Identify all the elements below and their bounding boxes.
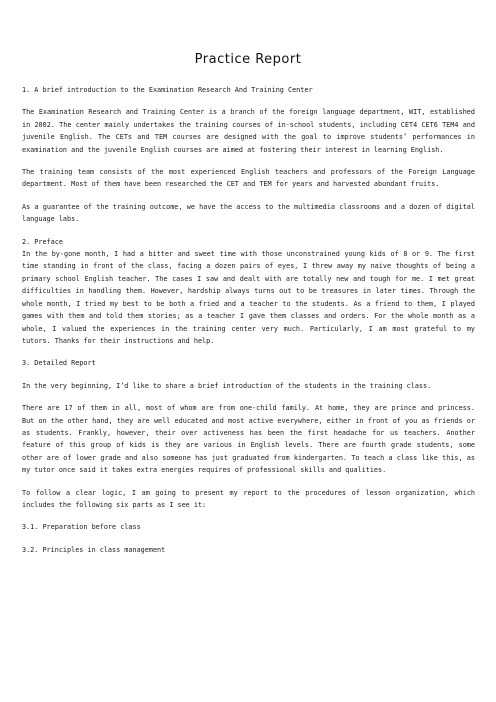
section-3-heading: 3. Detailed Report: [22, 359, 96, 368]
section-1-heading: 1. A brief introduction to the Examination Research And Training Center: [22, 86, 313, 94]
section-2-paragraph-1: In the by-gone month, I had a bitter and sweet time with those unconstrained young kids of 8 or 9. The first time standing in front of the class, facing a dozen pairs of eyes, I threw away my naive thoughts of being a primary school English teacher. The cases I saw and dealt with are totally new and tough for me. I met great difficulties in handling them. However, hardship always turns out to be treasures in later times. Through the whole month, I tried my best to be both a fried and a teacher to the students. As a friend to them, I played games with them and told them stories; as a teacher I gave them classes and orders. For the whole month as a whole, I valued the experiences in the training center very much. Particularly, I am most grateful to my tutors. Thanks for their instructions and help.: [22, 250, 475, 345]
document-body: [22, 84, 475, 566]
section-2-heading: 2. Preface: [22, 237, 63, 246]
section-3-paragraph-2: There are 17 of them in all, most of whom are from one-child family. At home, they are prince and princess. But on the other hand, they are well educated and most active everywhere, either in front of you as friends or as students. Frankly, however, their over activeness has been the first headache for us teachers. Another feature of this group of kids is they are various in English levels. There are fourth grade students, some other are of lower grade and also someone has just graduated from kindergarten. To teach a class like this, as my tutor once said it takes extra energies requires of professional skills and qualities.: [22, 404, 475, 475]
section-3-paragraph-3: To follow a clear logic, I am going to present my report to the procedures of lesson organization, which includes the following six parts as I see it:: [22, 488, 475, 509]
section-1-paragraph-3: As a guarantee of the training outcome, we have the access to the multimedia classrooms and a dozen of digital language labs.: [22, 202, 475, 224]
section-1-paragraph-1: The Examination Research and Training Center is a branch of the foreign language department, WIT, established in 2002. The center mainly undertakes the training courses of in-school students, including CET4 CET6 TEM4 and juvenile English. The CETs and TEM courses are designed with the goal to improve students’ performances in examination and the juvenile English courses are aimed at fostering their interest in learning English.: [22, 108, 475, 154]
subsection-3-1: 3.1. Preparation before class: [22, 523, 141, 532]
section-3-paragraph-1: In the very beginning, I’d like to share a brief introduction of the students in the training class.: [22, 381, 432, 390]
page-title: Practice Report: [194, 52, 302, 67]
section-1-paragraph-2: The training team consists of the most experienced English teachers and professors of the Foreign Language department. Most of them have been researched the CET and TEM for years and harvested abundant fruits.: [22, 168, 475, 189]
subsection-3-2: 3.2. Principles in class management: [22, 545, 166, 554]
